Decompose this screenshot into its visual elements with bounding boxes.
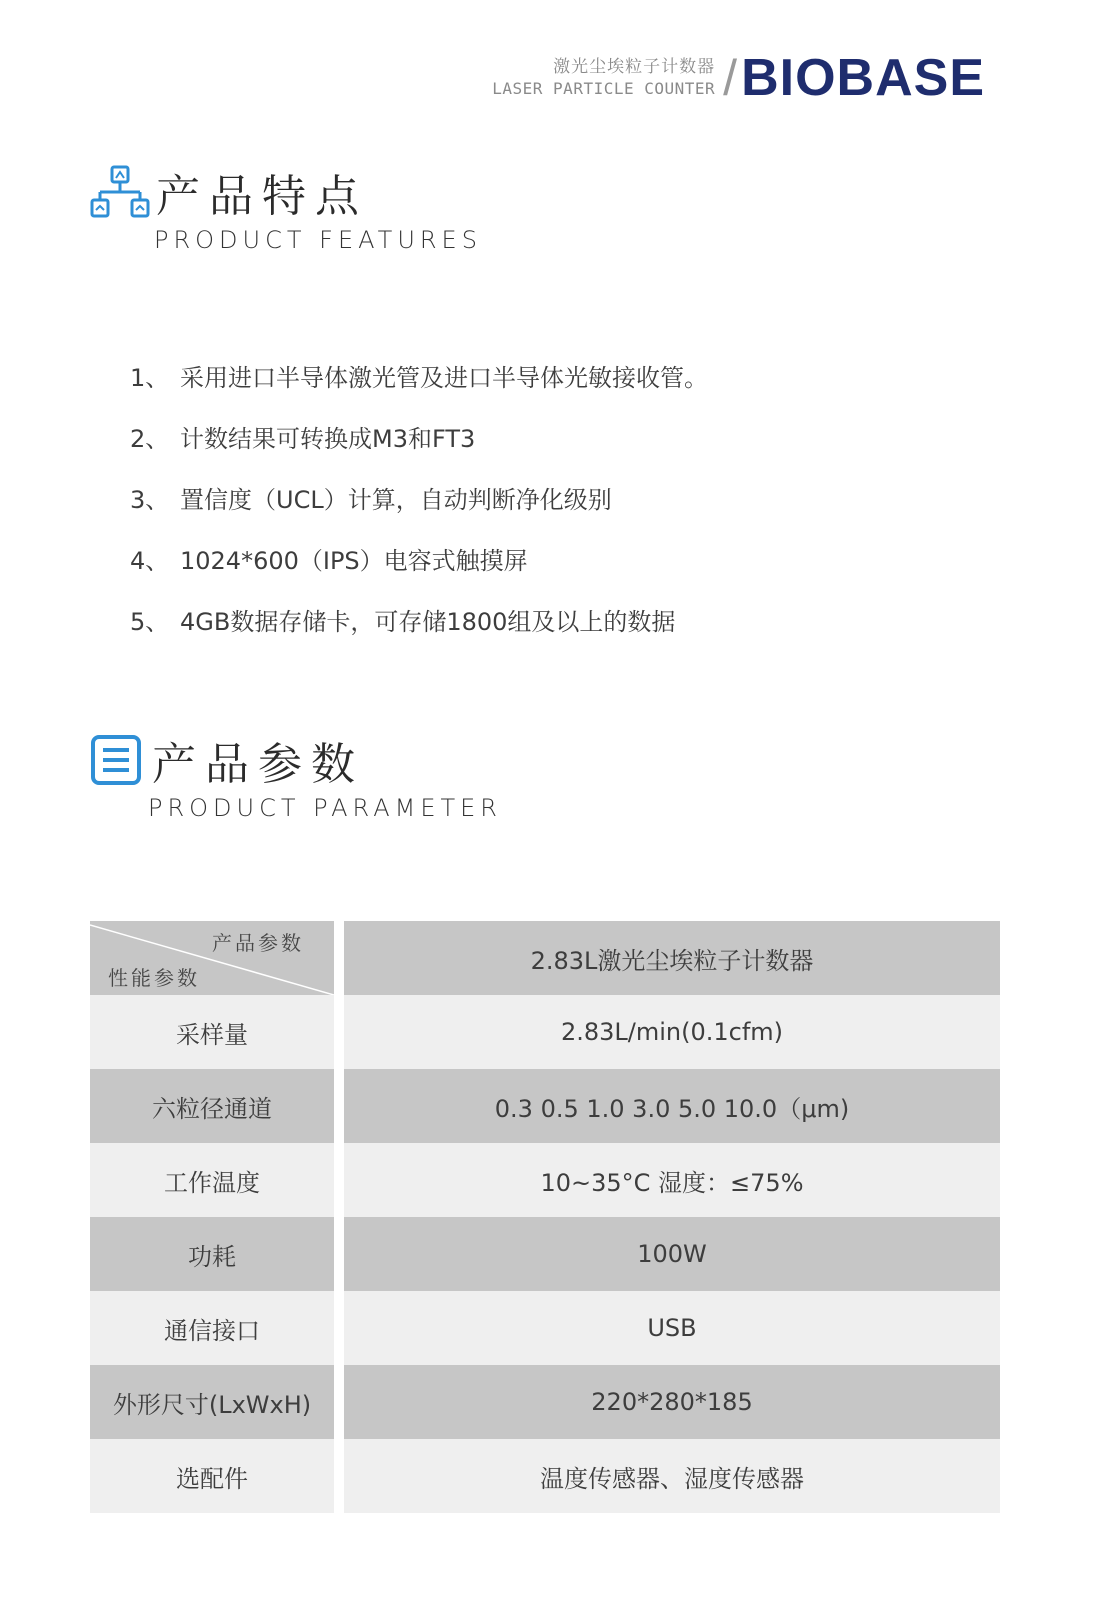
row-value: 温度传感器、湿度传感器 [344, 1439, 1000, 1513]
row-label: 外形尺寸(LxWxH) [90, 1365, 334, 1439]
features-title-en: PRODUCT FEATURES [154, 226, 482, 254]
row-label: 六粒径通道 [90, 1069, 334, 1143]
header-top-label: 产品参数 [212, 931, 304, 955]
table-row [90, 1291, 1000, 1365]
list-item [130, 589, 708, 650]
item-text: 4GB数据存储卡，可存储1800组及以上的数据 [180, 608, 676, 636]
row-label: 通信接口 [90, 1291, 334, 1365]
header-en: LASER PARTICLE COUNTER [492, 79, 716, 98]
header-bottom-label: 性能参数 [108, 966, 200, 990]
row-value: USB [344, 1291, 1000, 1365]
item-text: 采用进口半导体激光管及进口半导体光敏接收管。 [180, 364, 708, 392]
row-label: 功耗 [90, 1217, 334, 1291]
list-item [130, 406, 708, 467]
row-value: 220*280*185 [344, 1365, 1000, 1439]
table-row [90, 1143, 1000, 1217]
row-value: 2.83L/min(0.1cfm) [344, 995, 1000, 1069]
table-row [90, 1217, 1000, 1291]
params-table [90, 921, 1000, 1513]
list-item [130, 467, 708, 528]
table-row [90, 1439, 1000, 1513]
table-header-row [90, 921, 1000, 995]
item-text: 计数结果可转换成M3和FT3 [180, 425, 476, 453]
list-item [130, 528, 708, 589]
brand-logo: BIOBASE [741, 49, 985, 107]
table-row [90, 1069, 1000, 1143]
product-name-cell: 2.83L激光尘埃粒子计数器 [344, 921, 1000, 995]
row-value: 0.3 0.5 1.0 3.0 5.0 10.0（μm) [344, 1069, 1000, 1143]
row-value: 100W [344, 1217, 1000, 1291]
list-item [130, 345, 708, 406]
flowchart-icon [90, 164, 150, 226]
params-title-en: PRODUCT PARAMETER [148, 794, 502, 822]
list-document-icon [90, 734, 142, 790]
header-subtitle [492, 56, 715, 100]
row-label: 采样量 [90, 995, 334, 1069]
row-label: 选配件 [90, 1439, 334, 1513]
features-title-cn: 产品特点 [156, 171, 368, 222]
item-number: 3、 [130, 486, 170, 514]
item-text: 1024*600（IPS）电容式触摸屏 [180, 547, 528, 575]
item-number: 4、 [130, 547, 170, 575]
item-number: 5、 [130, 608, 170, 636]
table-row [90, 1365, 1000, 1439]
item-number: 2、 [130, 425, 170, 453]
table-row [90, 995, 1000, 1069]
diagonal-header-cell [90, 921, 334, 995]
item-text: 置信度（UCL）计算，自动判断净化级别 [180, 486, 612, 514]
header-cn: 激光尘埃粒子计数器 [553, 57, 716, 77]
header-divider: / [723, 50, 738, 106]
row-label: 工作温度 [90, 1143, 334, 1217]
item-number: 1、 [130, 364, 170, 392]
page-header [492, 49, 985, 107]
params-title-cn: 产品参数 [152, 739, 364, 790]
row-value: 10~35°C 湿度：≤75% [344, 1143, 1000, 1217]
features-list [130, 345, 708, 650]
